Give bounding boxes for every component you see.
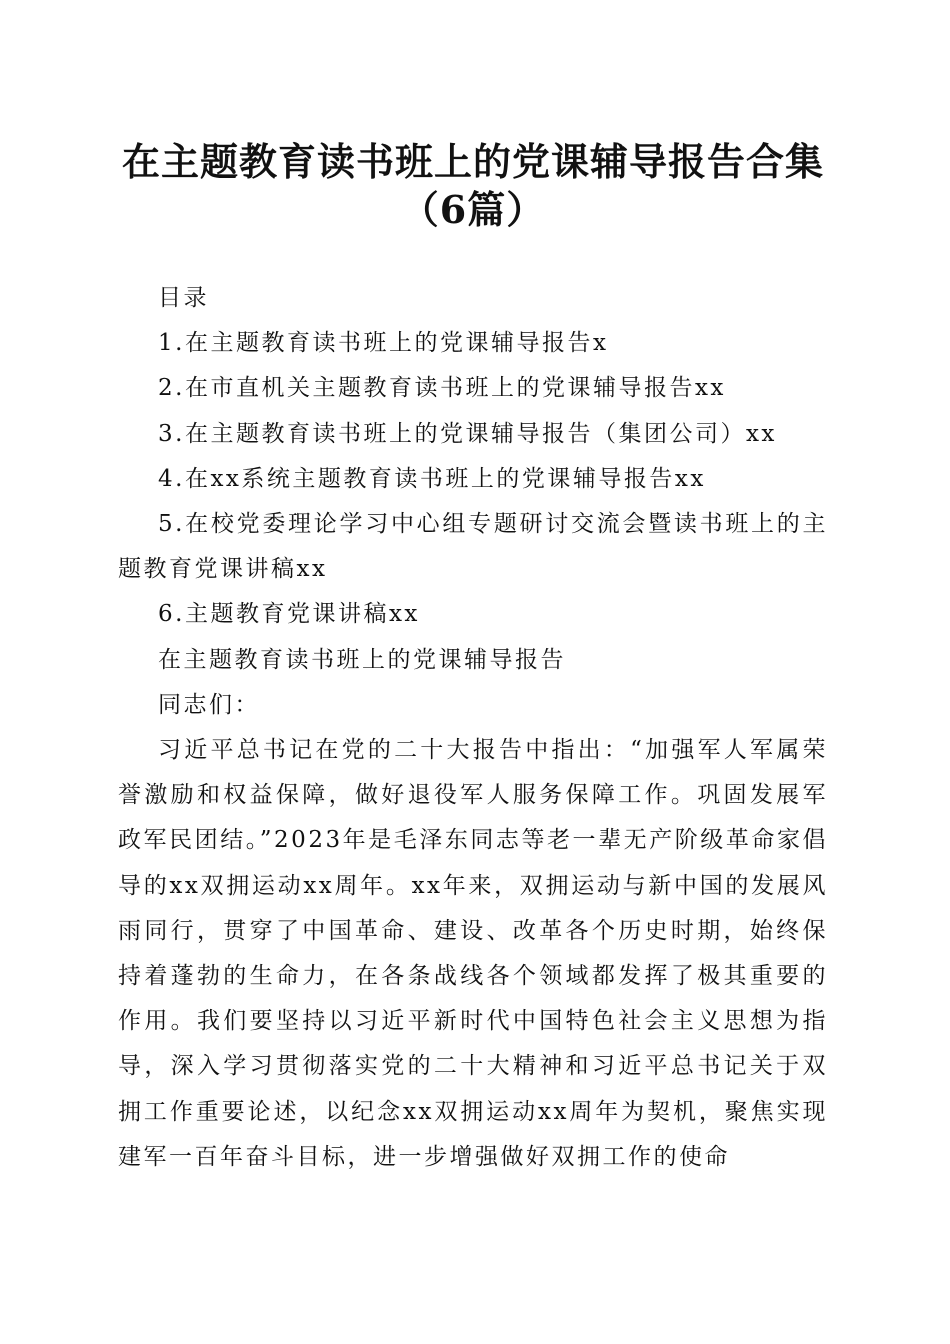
toc-item: 6.主题教育党课讲稿xx bbox=[158, 601, 420, 628]
toc-item: 1.在主题教育读书班上的党课辅导报告x bbox=[158, 330, 609, 357]
toc-heading: 目录 bbox=[158, 285, 209, 311]
document-body bbox=[118, 276, 828, 1180]
salutation: 同志们： bbox=[158, 691, 260, 718]
document-title: 在主题教育读书班上的党课辅导报告合集（6篇） bbox=[121, 139, 824, 232]
section-title: 在主题教育读书班上的党课辅导报告 bbox=[158, 646, 566, 673]
toc-item: 3.在主题教育读书班上的党课辅导报告（集团公司）xx bbox=[158, 420, 777, 447]
table-of-contents bbox=[118, 321, 828, 637]
toc-item: 4.在xx系统主题教育读书班上的党课辅导报告xx bbox=[158, 465, 706, 492]
toc-item: 2.在市直机关主题教育读书班上的党课辅导报告xx bbox=[158, 375, 726, 402]
toc-item: 5.在校党委理论学习中心组专题研讨交流会暨读书班上的主题教育党课讲稿xx bbox=[118, 511, 828, 583]
body-paragraph: 习近平总书记在党的二十大报告中指出：“加强军人军属荣誉激励和权益保障，做好退役军人服务保障工作。巩固发展军政军民团结。”2023年是毛泽东同志等老一辈无产阶级革命家倡导的xx双拥运动xx周年。xx年来，双拥运动与新中国的发展风雨同行，贯穿了中国革命、建设、改革各个历史时期，始终保持着蓬勃的生命力，在各条战线各个领域都发挥了极其重要的作用。我们要坚持以习近平新时代中国特色社会主义思想为指导，深入学习贯彻落实党的二十大精神和习近平总书记关于双拥工作重要论述，以纪念xx双拥运动xx周年为契机，聚焦实现建军一百年奋斗目标，进一步增强做好双拥工作的使命 bbox=[118, 737, 828, 1170]
